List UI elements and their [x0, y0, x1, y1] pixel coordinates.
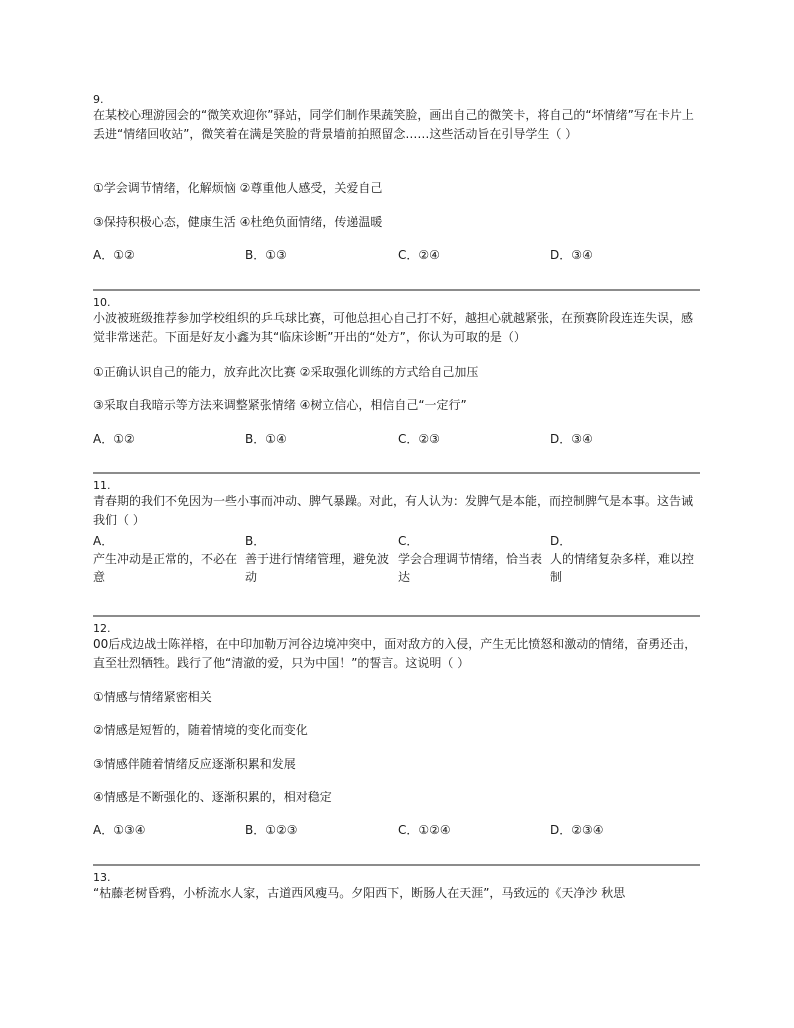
statement: ①情感与情绪紧密相关	[93, 690, 212, 704]
choice-text: 产生冲动是正常的，不必在意	[93, 552, 238, 584]
statement: ③情感伴随着情绪反应逐渐积累和发展	[93, 757, 296, 771]
question-number: 9.	[93, 93, 104, 106]
choice-label: A．	[93, 534, 114, 548]
choice-c[interactable]: C．②④	[398, 248, 440, 262]
question-stem: 青春期的我们不免因为一些小事而冲动、脾气暴躁。对此，有人认为：发脾气是本能，而控制脾气是本事。这告诫我们（ ）	[93, 494, 694, 527]
question-11	[93, 479, 700, 584]
question-stem: “枯藤老树昏鸦，小桥流水人家，古道西风瘦马。夕阳西下，断肠人在天涯”，马致远的《天净沙 秋思	[93, 886, 626, 900]
choice-c[interactable]	[398, 532, 550, 586]
divider	[93, 472, 700, 474]
choice-d[interactable]: D．③④	[550, 248, 593, 262]
statement: ④情感是不断强化的、逐渐积累的，相对稳定	[93, 790, 332, 804]
question-10	[93, 296, 700, 446]
question-number: 10.	[93, 296, 111, 309]
statement: ③保持积极心态，健康生活 ④杜绝负面情绪，传递温暖	[93, 215, 383, 229]
statement: ②情感是短暂的，随着情境的变化而变化	[93, 723, 308, 737]
question-12	[93, 622, 700, 837]
choice-d[interactable]	[550, 532, 700, 586]
choice-d[interactable]: D．③④	[550, 432, 593, 446]
question-stem: 小波被班级推荐参加学校组织的乒乓球比赛，可他总担心自己打不好，越担心就越紧张，在预赛阶段连连失误，感觉非常迷茫。下面是好友小鑫为其“临床诊断”开出的“处方”，你认为可取的是（）	[93, 311, 694, 344]
choice-a[interactable]: A．①②	[93, 432, 135, 446]
choice-b[interactable]: B．①②③	[245, 823, 298, 837]
choice-text: 善于进行情绪管理，避免波动	[245, 552, 390, 584]
question-9	[93, 93, 700, 262]
statement: ③采取自我暗示等方法来调整紧张情绪 ④树立信心，相信自己“一定行”	[93, 398, 467, 412]
choice-b[interactable]: B．①③	[245, 248, 287, 262]
statement: ①学会调节情绪，化解烦恼 ②尊重他人感受，关爱自己	[93, 181, 383, 195]
choice-label: B．	[245, 534, 266, 548]
divider	[93, 289, 700, 291]
question-stem: 00后戍边战士陈祥榕，在中印加勒万河谷边境冲突中，面对敌方的入侵，产生无比愤怒和激动的情绪，奋勇还击，直至壮烈牺牲。践行了他“清澈的爱，只为中国！”的誓言。这说明（ ）	[93, 637, 697, 670]
statement: ①正确认识自己的能力，放弃此次比赛 ②采取强化训练的方式给自己加压	[93, 365, 479, 379]
question-number: 12.	[93, 622, 111, 635]
choice-a[interactable]: A．①③④	[93, 823, 146, 837]
choice-a[interactable]	[93, 532, 245, 586]
question-number: 11.	[93, 479, 111, 492]
choice-a[interactable]: A．①②	[93, 248, 135, 262]
choice-d[interactable]: D．②③④	[550, 823, 604, 837]
divider	[93, 864, 700, 866]
divider	[93, 615, 700, 617]
question-number: 13.	[93, 872, 111, 884]
choice-c[interactable]: C．①②④	[398, 823, 451, 837]
choice-text: 学会合理调节情绪，恰当表达	[398, 552, 543, 584]
choice-text: 人的情绪复杂多样，难以控制	[550, 552, 695, 584]
choice-c[interactable]: C．②③	[398, 432, 440, 446]
choice-label: C．	[398, 534, 419, 548]
choice-b[interactable]	[245, 532, 397, 586]
choice-b[interactable]: B．①④	[245, 432, 287, 446]
question-stem: 在某校心理游园会的“微笑欢迎你”驿站，同学们制作果蔬笑脸，画出自己的微笑卡，将自己的“坏情绪”写在卡片上丢进“情绪回收站”，微笑着在满是笑脸的背景墙前拍照留念……这些活动旨在引导学生（ ）	[93, 108, 694, 141]
question-13	[93, 872, 700, 906]
choice-label: D．	[550, 534, 572, 548]
